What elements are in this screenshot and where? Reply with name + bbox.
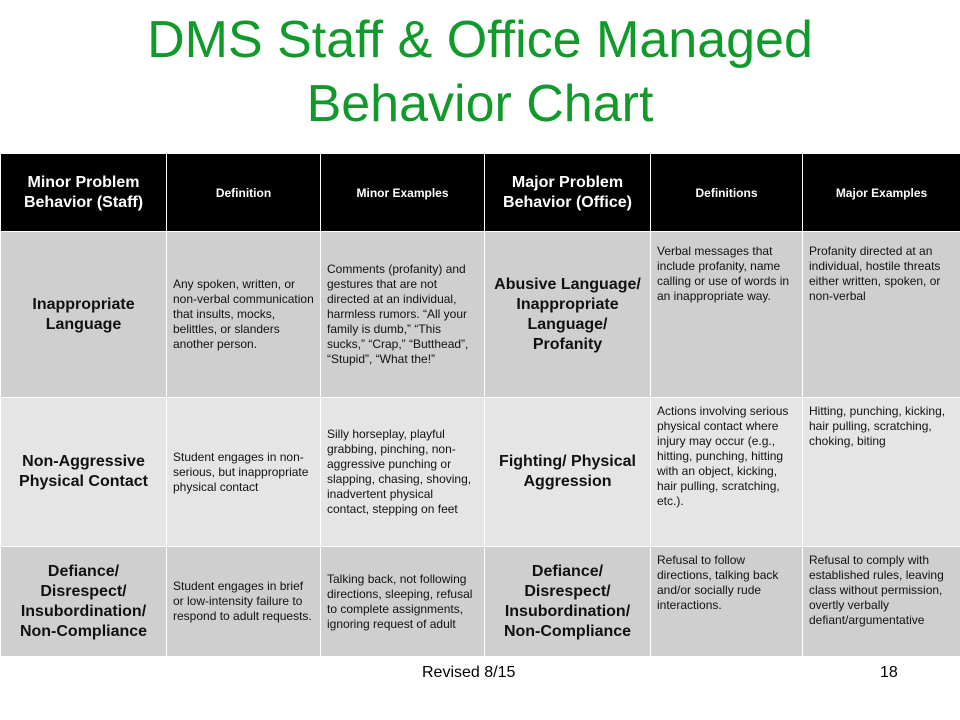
major-definition-cell: Verbal messages that include profanity, name calling or use of words in an inappropriate way. [651,232,803,398]
major-behavior-cell: Fighting/ Physical Aggression [485,398,651,547]
header-definition: Definition [167,154,321,232]
revision-label: Revised 8/15 [422,664,516,681]
minor-behavior-cell: Non-Aggressive Physical Contact [1,398,167,547]
table-row [1,398,960,547]
minor-examples-cell: Talking back, not following directions, sleeping, refusal to complete assignments, ignoring request of adult [321,547,485,657]
major-behavior-cell: Abusive Language/ Inappropriate Language/ Profanity [485,232,651,398]
major-examples-cell: Profanity directed at an individual, hostile threats either written, spoken, or non-verbal [803,232,960,398]
table-row [1,232,960,398]
title-line-2: Behavior Chart [306,75,654,133]
major-behavior-cell: Defiance/ Disrespect/ Insubordination/ Non-Compliance [485,547,651,657]
title-line-1: DMS Staff & Office Managed [147,11,813,69]
header-major-examples: Major Examples [803,154,960,232]
header-minor-behavior: Minor Problem Behavior (Staff) [1,154,167,232]
minor-definition-cell: Any spoken, written, or non-verbal communication that insults, mocks, belittles, or slanders another person. [167,232,321,398]
header-row [1,154,960,232]
header-major-behavior: Major Problem Behavior (Office) [485,154,651,232]
major-examples-cell: Hitting, punching, kicking, hair pulling, scratching, choking, biting [803,398,960,547]
major-definition-cell: Refusal to follow directions, talking back and/or socially rude interactions. [651,547,803,657]
page-number: 18 [880,664,898,681]
header-definitions: Definitions [651,154,803,232]
major-definition-cell: Actions involving serious physical contact where injury may occur (e.g., hitting, punching, hitting with an object, kicking, hair pulling, scratching, etc.). [651,398,803,547]
minor-behavior-cell: Inappropriate Language [1,232,167,398]
minor-behavior-cell: Defiance/ Disrespect/ Insubordination/ Non-Compliance [1,547,167,657]
minor-definition-cell: Student engages in non-serious, but inappropriate physical contact [167,398,321,547]
minor-examples-cell: Silly horseplay, playful grabbing, pinching, non-aggressive punching or slapping, chasing, shoving, inadvertent physical contact, stepping on feet [321,398,485,547]
major-examples-cell: Refusal to comply with established rules, leaving class without permission, overtly verbally defiant/argumentative [803,547,960,657]
minor-examples-cell: Comments (profanity) and gestures that are not directed at an individual, harmless rumors. “All your family is dumb,” “This sucks,” “Crap,” “Butthead”, “Stupid”, “What the!” [321,232,485,398]
behavior-chart-table [0,153,960,657]
header-minor-examples: Minor Examples [321,154,485,232]
minor-definition-cell: Student engages in brief or low-intensity failure to respond to adult requests. [167,547,321,657]
page-title [0,8,960,136]
table-row [1,547,960,657]
